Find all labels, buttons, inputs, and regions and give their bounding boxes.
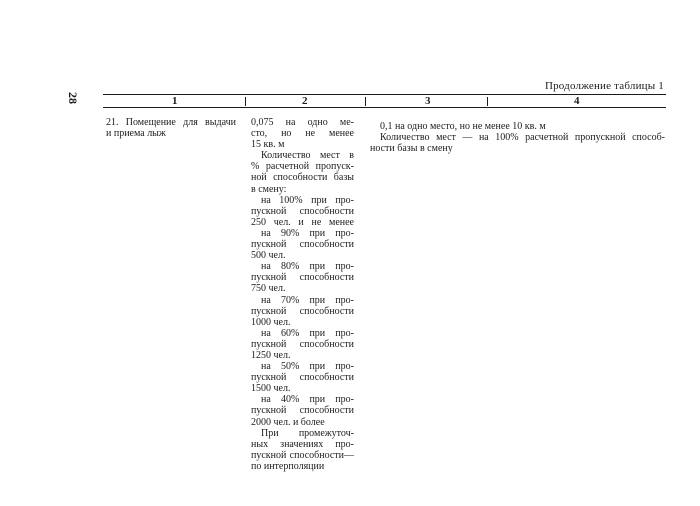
column-number-2: 2	[302, 95, 308, 107]
col2-line: на 70% при про-	[261, 294, 354, 306]
col2-line: пускной способности	[251, 305, 354, 317]
col2-line: ной способности базы	[251, 172, 354, 184]
column-separator-2	[365, 97, 366, 106]
column-number-3: 3	[425, 95, 431, 107]
col2-line: на 100% при про-	[261, 194, 354, 206]
item-name-line: 21. Помещение для выдачи	[106, 117, 236, 128]
col2-line: пускной способности	[251, 405, 354, 417]
table-continuation-caption: Продолжение таблицы 1	[544, 80, 664, 92]
col2-line: пускной способности	[251, 372, 354, 384]
col2-line: пускной способности	[251, 272, 354, 284]
col2-line: на 80% при про-	[261, 261, 354, 273]
col2-line: % расчетной пропуск-	[251, 161, 354, 173]
table-cell-column-2	[251, 117, 354, 472]
col2-line: При промежуточ-	[261, 427, 354, 439]
item-name-line: и приема лыж	[106, 128, 166, 140]
col2-line: пускной способности—	[251, 449, 354, 461]
col2-line: на 40% при про-	[261, 394, 354, 406]
col2-line: пускной способности	[251, 338, 354, 350]
col2-line: 500 чел.	[251, 250, 286, 262]
table-cell-column-3	[370, 121, 665, 154]
col2-line: на 50% при про-	[261, 361, 354, 373]
col2-line: 2000 чел. и более	[251, 416, 325, 428]
table-cell-item-name	[106, 117, 236, 139]
column-number-4: 4	[574, 95, 580, 107]
col3-line: ности базы в смену	[370, 143, 453, 155]
table-header-top-rule	[103, 94, 666, 95]
col2-line: пускной способности	[251, 239, 354, 251]
col2-line: 1000 чел.	[251, 316, 291, 328]
col3-line: Количество мест — на 100% расчетной пропускной способ-	[380, 132, 665, 144]
column-separator-3	[487, 97, 488, 106]
col2-line: 250 чел. и не менее	[251, 216, 354, 228]
col2-line: в смену:	[251, 183, 287, 195]
column-separator-1	[245, 97, 246, 106]
col2-line: на 60% при про-	[261, 327, 354, 339]
col2-line: 0,075 на одно ме-	[251, 117, 354, 128]
col2-line: 750 чел.	[251, 283, 286, 295]
col2-line: ных значениях про-	[251, 438, 354, 450]
page-number: 28	[66, 92, 80, 104]
col2-line: 1500 чел.	[251, 383, 291, 395]
col3-line: 0,1 на одно место, но не менее 10 кв. м	[380, 121, 546, 132]
table-header-bottom-rule	[103, 107, 666, 108]
col2-line: сто, но не менее	[251, 128, 354, 140]
col2-line: 1250 чел.	[251, 349, 291, 361]
col2-line: по интерполяции	[251, 460, 325, 472]
col2-line: на 90% при про-	[261, 227, 354, 239]
column-number-1: 1	[172, 95, 178, 107]
col2-line: Количество мест в	[261, 150, 354, 162]
col2-line: 15 кв. м	[251, 139, 285, 151]
col2-line: пускной способности	[251, 205, 354, 217]
